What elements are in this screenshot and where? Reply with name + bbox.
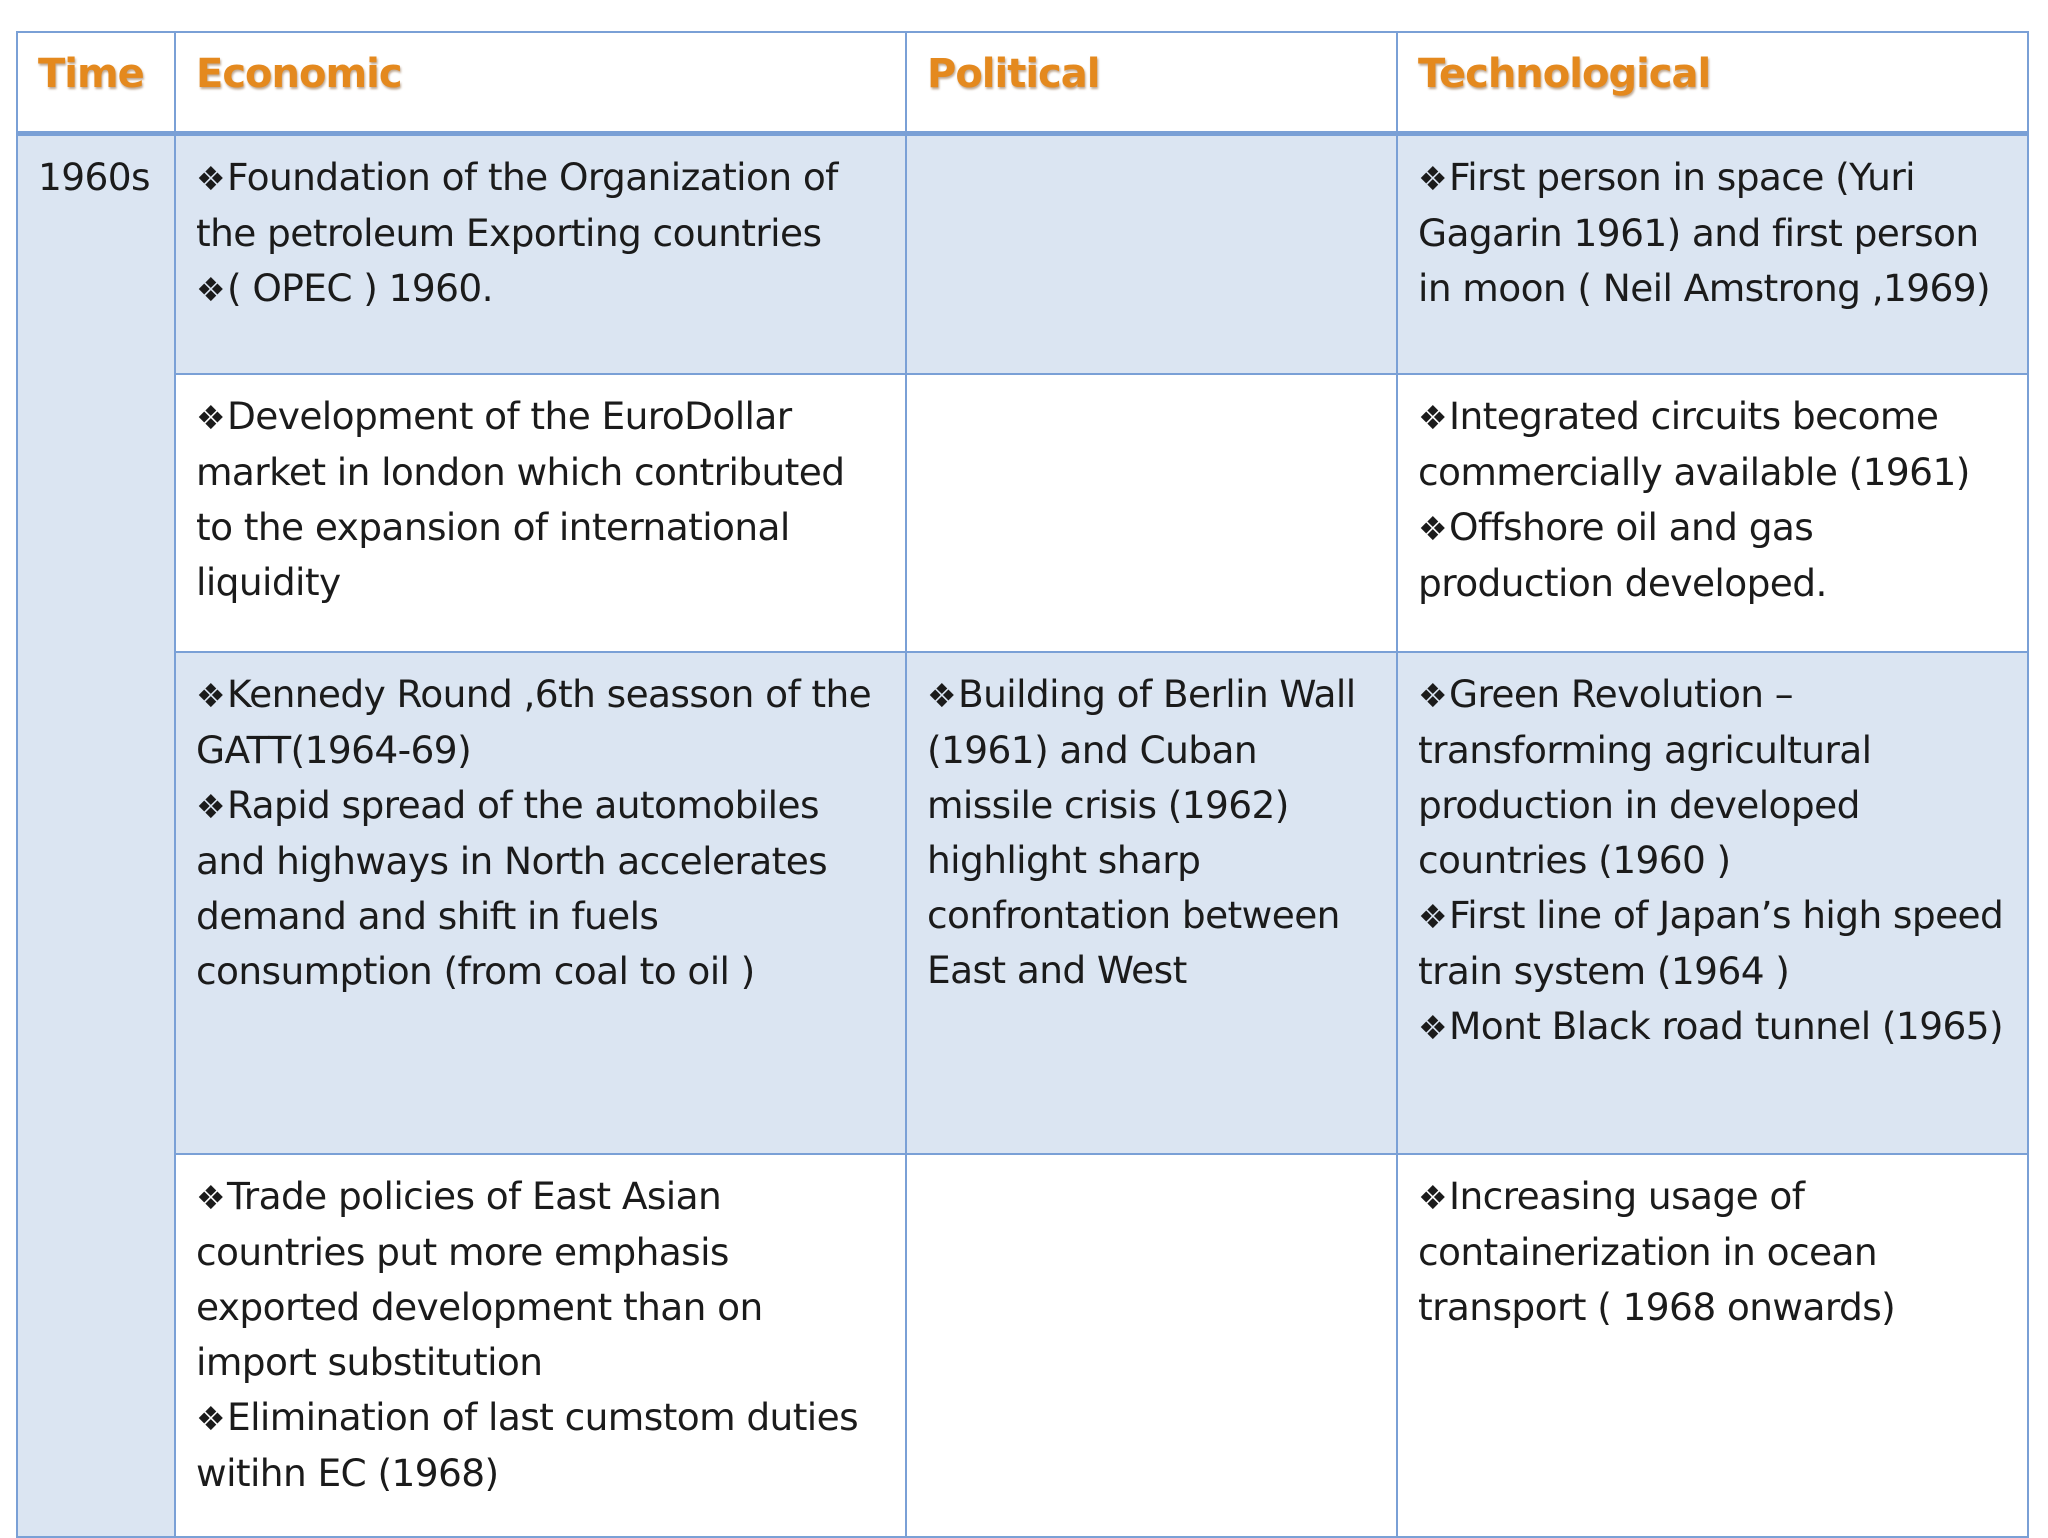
bullet-diamond-icon: ❖ <box>196 397 225 437</box>
header-row <box>17 32 2028 134</box>
bullet-diamond-icon: ❖ <box>196 270 225 309</box>
political-cell <box>906 652 1397 1154</box>
technological-cell <box>1397 1154 2028 1537</box>
bullet-text: Foundation of the Organization of the petroleum Exporting countries <box>196 155 838 255</box>
bullet-item <box>1418 667 2007 888</box>
bullet-text: Green Revolution – transforming agricultural production in developed countries (1960 ) <box>1418 671 1872 882</box>
bullet-text: Elimination of last cumstom duties witihn EC (1968) <box>196 1394 859 1495</box>
bullet-text: Offshore oil and gas production developed. <box>1418 504 1827 605</box>
bullet-diamond-icon: ❖ <box>1418 397 1447 437</box>
economic-cell <box>175 374 906 652</box>
technological-cell <box>1397 134 2028 374</box>
time-cell: 1960s <box>17 134 175 1537</box>
bullet-item <box>927 667 1376 998</box>
economic-cell <box>175 134 906 374</box>
bullet-diamond-icon: ❖ <box>927 675 956 715</box>
bullet-text: First line of Japan’s high speed train system (1964 ) <box>1418 892 2004 993</box>
bullet-item <box>196 261 885 317</box>
political-cell <box>906 134 1397 374</box>
bullet-diamond-icon: ❖ <box>196 675 225 715</box>
bullet-item <box>196 150 885 261</box>
bullet-item <box>1418 389 2007 500</box>
bullet-item <box>1418 150 2007 316</box>
technological-cell <box>1397 374 2028 652</box>
bullet-item <box>196 389 885 610</box>
timeline-table <box>16 31 2029 1538</box>
table-row <box>17 1154 2028 1537</box>
bullet-item <box>1418 888 2007 999</box>
header-technological: Technological <box>1397 32 2028 134</box>
header-time: Time <box>17 32 175 134</box>
bullet-item <box>1418 1169 2007 1335</box>
bullet-text: Development of the EuroDollar market in london which contributed to the expansion of international liquidity <box>196 393 845 604</box>
bullet-text: Rapid spread of the automobiles and highways in North accelerates demand and shift in fuels consumption (from coal to oil ) <box>196 782 828 993</box>
table-row <box>17 374 2028 652</box>
bullet-text: Increasing usage of containerization in ocean transport ( 1968 onwards) <box>1418 1173 1896 1329</box>
header-political: Political <box>906 32 1397 134</box>
table-row <box>17 652 2028 1154</box>
bullet-text: Integrated circuits become commercially available (1961) <box>1418 393 1970 494</box>
political-cell <box>906 1154 1397 1537</box>
bullet-diamond-icon: ❖ <box>1418 896 1447 936</box>
bullet-diamond-icon: ❖ <box>1418 675 1447 715</box>
bullet-item <box>196 778 885 999</box>
bullet-text: Building of Berlin Wall (1961) and Cuban missile crisis (1962) highlight sharp confrontation between East and West <box>927 671 1356 992</box>
bullet-text: Trade policies of East Asian countries put more emphasis exported development than on import substitution <box>196 1173 763 1384</box>
bullet-text: Kennedy Round ,6th seasson of the GATT(1964-69) <box>196 671 872 772</box>
technological-cell <box>1397 652 2028 1154</box>
bullet-text: Mont Black road tunnel (1965) <box>1448 1003 2004 1048</box>
bullet-diamond-icon: ❖ <box>196 786 225 826</box>
bullet-text: ( OPEC ) 1960. <box>226 266 493 310</box>
bullet-diamond-icon: ❖ <box>1418 508 1447 548</box>
bullet-diamond-icon: ❖ <box>1418 159 1447 198</box>
economic-cell <box>175 652 906 1154</box>
bullet-item <box>1418 999 2007 1055</box>
bullet-item <box>196 1169 885 1390</box>
bullet-diamond-icon: ❖ <box>1418 1177 1447 1217</box>
bullet-diamond-icon: ❖ <box>196 1177 225 1217</box>
bullet-text: First person in space (Yuri Gagarin 1961) and first person in moon ( Neil Amstrong ,1969) <box>1418 155 1991 310</box>
bullet-item <box>196 1390 885 1501</box>
political-cell <box>906 374 1397 652</box>
table-row <box>17 134 2028 374</box>
bullet-item <box>1418 500 2007 611</box>
header-economic: Economic <box>175 32 906 134</box>
bullet-diamond-icon: ❖ <box>1418 1007 1447 1047</box>
bullet-diamond-icon: ❖ <box>196 1398 225 1438</box>
economic-cell <box>175 1154 906 1537</box>
bullet-item <box>196 667 885 778</box>
bullet-diamond-icon: ❖ <box>196 159 225 198</box>
